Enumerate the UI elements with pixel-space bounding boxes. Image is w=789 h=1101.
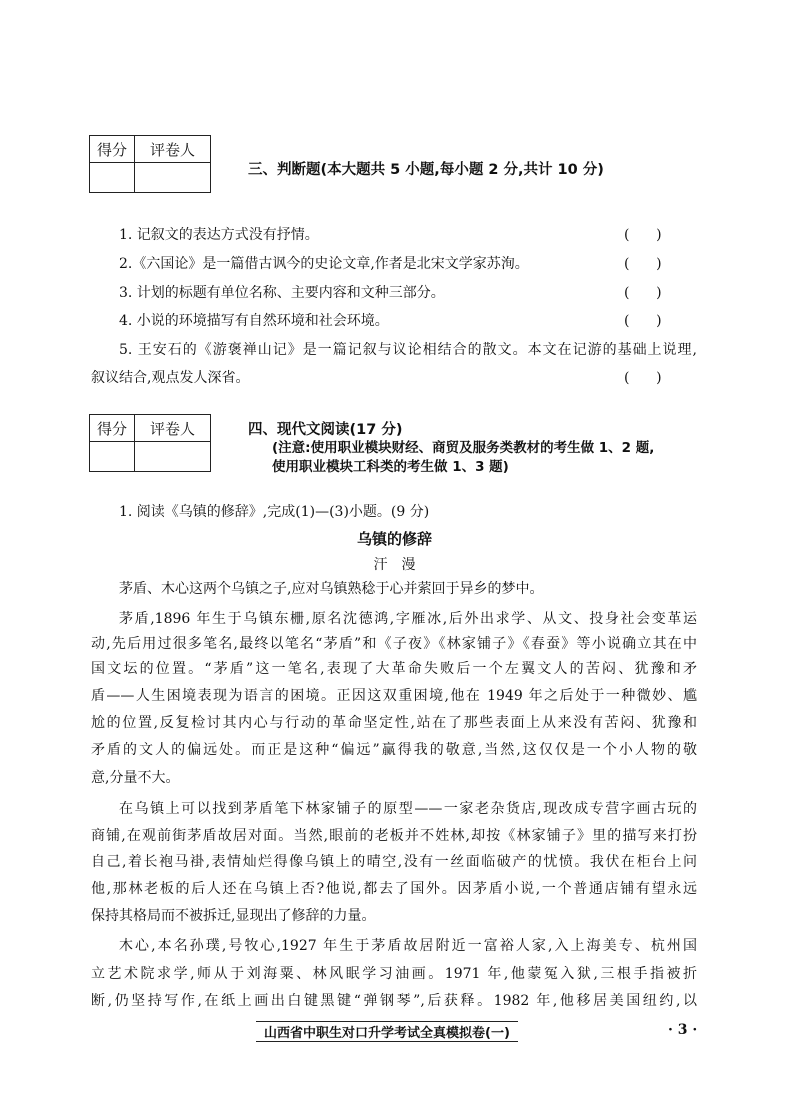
- article-line: 尬的位置,反复检讨其内心与行动的革命坚定性,站在了那些表面上从来没有苦闷、犹豫和: [91, 715, 697, 731]
- score-label: 得分: [90, 136, 135, 163]
- article-title: 乌镇的修辞: [356, 530, 432, 548]
- judge-item-3: 3. 计划的标题有单位名称、主要内容和文种三部分。: [119, 285, 445, 301]
- article-line: 断,仍坚持写作,在纸上画出白键黑键“弹钢琴”,后获释。1982 年,他移居美国纽约,以: [91, 993, 697, 1009]
- footer-title: 山西省中职生对口升学考试全真模拟卷(一): [264, 1026, 510, 1041]
- answer-paren-1: ( ): [624, 227, 662, 243]
- grader-cell: [135, 163, 211, 193]
- grader-label: 评卷人: [135, 136, 211, 163]
- score-cell: [90, 163, 135, 193]
- article-line: 保持其格局而不被拆迁,显现出了修辞的力量。: [91, 908, 376, 924]
- judge-item-1: 1. 记叙文的表达方式没有抒情。: [119, 227, 319, 243]
- section4-note-line2: 使用职业模块工科类的考生做 1、3 题): [272, 459, 509, 475]
- score-box-section4: [89, 414, 211, 472]
- article-line: 在乌镇上可以找到茅盾笔下林家铺子的原型——一家老杂货店,现改成专营字画古玩的: [119, 801, 697, 817]
- article-line: 茅盾、木心这两个乌镇之子,应对乌镇熟稔于心并萦回于异乡的梦中。: [119, 581, 544, 597]
- judge-item-4: 4. 小说的环境描写有自然环境和社会环境。: [119, 313, 389, 329]
- footer-rule-bottom: [256, 1041, 518, 1042]
- article-line: 他,那林老板的后人还在乌镇上否?他说,都去了国外。因茅盾小说,一个普通店铺有望永远: [91, 881, 697, 897]
- article-line: 矛盾的文人的偏远处。而正是这种“偏远”赢得我的敬意,当然,这仅仅是一个小人物的敬: [91, 742, 697, 758]
- reading-question-1: 1. 阅读《乌镇的修辞》,完成(1)—(3)小题。(9 分): [119, 504, 430, 520]
- article-line: 国文坛的位置。“茅盾”这一笔名,表现了大革命失败后一个左翼文人的苦闷、犹豫和矛: [91, 661, 697, 677]
- judge-item-2: 2.《六国论》是一篇借古讽今的史论文章,作者是北宋文学家苏洵。: [119, 256, 529, 272]
- grader-cell: [135, 442, 211, 472]
- answer-paren-4: ( ): [624, 313, 662, 329]
- section4-title: 四、现代文阅读(17 分): [248, 422, 403, 438]
- score-label: 得分: [90, 415, 135, 442]
- judge-item-5-cont: 叙议结合,观点发人深省。: [91, 370, 250, 386]
- score-box-section3: [89, 135, 211, 193]
- score-cell: [90, 442, 135, 472]
- answer-paren-3: ( ): [624, 285, 662, 301]
- grader-label: 评卷人: [135, 415, 211, 442]
- article-line: 盾——人生困境表现为语言的困境。正因这双重困境,他在 1949 年之后处于一种微妙、尴: [91, 688, 697, 704]
- section4-note-line1: (注意:使用职业模块财经、商贸及服务类教材的考生做 1、2 题,: [272, 440, 655, 456]
- article-line: 动,先后用过很多笔名,最终以笔名“茅盾”和《子夜》《林家铺子》《春蚕》等小说确立其在中: [91, 636, 697, 652]
- section3-title: 三、判断题(本大题共 5 小题,每小题 2 分,共计 10 分): [248, 162, 604, 178]
- judge-item-5: 5. 王安石的《游褒禅山记》是一篇记叙与议论相结合的散文。本文在记游的基础上说理,: [119, 342, 697, 358]
- article-line: 商铺,在观前街茅盾故居对面。当然,眼前的老板并不姓林,却按《林家铺子》里的描写来打扮: [91, 828, 697, 844]
- article-line: 自己,着长袍马褂,表情灿烂得像乌镇上的晴空,没有一丝面临破产的忧愤。我伏在柜台上问: [91, 854, 697, 870]
- page-number: · 3 ·: [668, 1022, 698, 1038]
- article-line: 意,分量不大。: [91, 770, 180, 786]
- article-author: 汗 漫: [373, 557, 416, 573]
- article-line: 立艺术院求学,师从于刘海粟、林风眠学习油画。1971 年,他蒙冤入狱,三根手指被折: [91, 966, 697, 982]
- answer-paren-5: ( ): [624, 370, 662, 386]
- article-line: 木心,本名孙璞,号牧心,1927 年生于茅盾故居附近一富裕人家,入上海美专、杭州国: [119, 938, 697, 954]
- answer-paren-2: ( ): [624, 256, 662, 272]
- article-line: 茅盾,1896 年生于乌镇东栅,原名沈德鸿,字雁冰,后外出求学、从文、投身社会变革运: [119, 611, 697, 627]
